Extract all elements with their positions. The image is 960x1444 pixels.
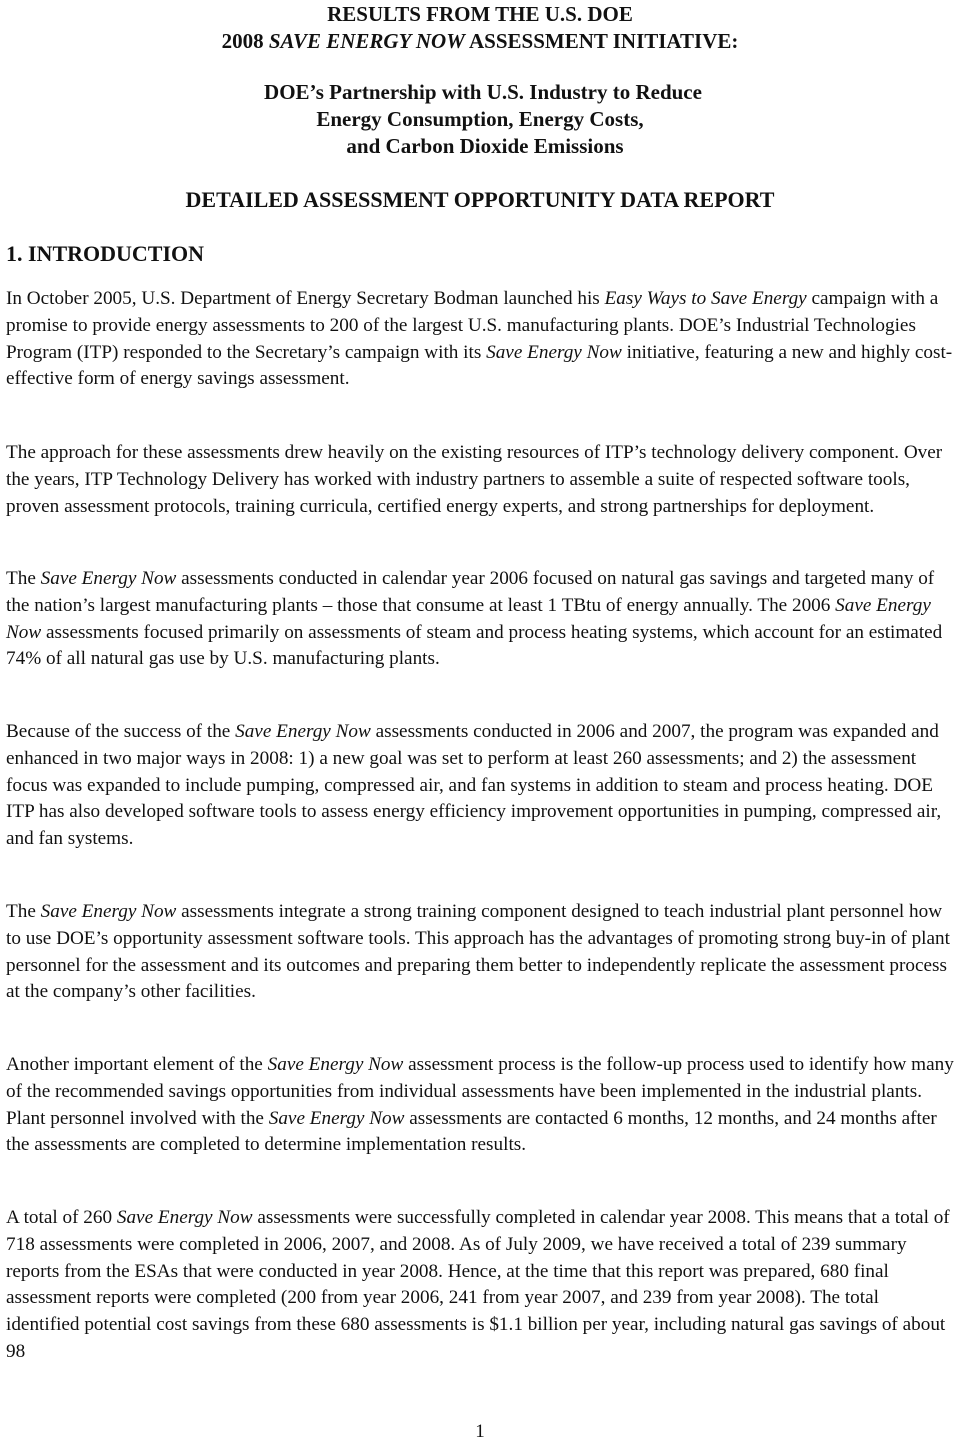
title-program-name: SAVE ENERGY NOW <box>268 29 465 53</box>
report-type-heading: DETAILED ASSESSMENT OPPORTUNITY DATA REPORT <box>185 187 775 212</box>
paragraph-4: Because of the success of the Save Energy Now assessments conducted in 2006 and 2007, the program was expanded and enhanced in two major ways in 2008: 1) a new goal was set to perform at least 260 assessments; and 2) the assessment focus was expanded to include pumping, compressed air, and fan systems in addition to steam and process heating. DOE ITP has also developed software tools to assess energy efficiency improvement opportunities in pumping, compressed air, and fan systems. <box>6 721 942 850</box>
paragraph-6: Another important element of the Save Energy Now assessment process is the follow-up process used to identify how many of the recommended savings opportunities from individual assessments have been implemented in the industrial plants. Plant personnel involved with the Save Energy Now assessments are contacted 6 months, 12 months, and 24 months after the assessments are completed to determine implementation results. <box>6 1054 954 1156</box>
subtitle-line-2: Energy Consumption, Energy Costs, <box>316 107 644 131</box>
page-number: 1 <box>475 1421 485 1442</box>
report-title-line-1: RESULTS FROM THE U.S. DOE <box>327 2 633 26</box>
paragraph-3: The Save Energy Now assessments conducted in calendar year 2006 focused on natural gas savings and targeted many of the nation’s largest manufacturing plants – those that consume at least 1 TBtu of energy annually. The 2006 Save Energy Now assessments focused primarily on assessments of steam and process heating systems, which account for an estimated 74% of all natural gas use by U.S. manufacturing plants. <box>6 568 943 670</box>
subtitle-line-3: and Carbon Dioxide Emissions <box>346 134 624 158</box>
report-title-line-2 <box>0 28 960 55</box>
paragraph-1: In October 2005, U.S. Department of Energy Secretary Bodman launched his Easy Ways to Save Energy campaign with a promise to provide energy assessments to 200 of the largest U.S. manufacturing plants. DOE’s Industrial Technologies Program (ITP) responded to the Secretary’s campaign with its Save Energy Now initiative, featuring a new and highly cost-effective form of energy savings assessment. <box>6 288 953 390</box>
title-initiative: ASSESSMENT INITIATIVE: <box>464 29 739 53</box>
subtitle-line-1: DOE’s Partnership with U.S. Industry to Reduce <box>264 80 702 104</box>
paragraph-5: The Save Energy Now assessments integrate a strong training component designed to teach industrial plant personnel how to use DOE’s opportunity assessment software tools. This approach has the advantages of promoting strong buy-in of plant personnel for the assessment and its outcomes and preparing them better to independently replicate the assessment process at the company’s other facilities. <box>6 901 950 1003</box>
section-heading-introduction: 1. INTRODUCTION <box>6 241 205 266</box>
title-year: 2008 <box>221 29 269 53</box>
report-subtitle <box>0 79 960 160</box>
report-title <box>0 1 960 55</box>
paragraph-7: A total of 260 Save Energy Now assessments were successfully completed in calendar year 2008. This means that a total of 718 assessments were completed in 2006, 2007, and 2008. As of July 2009, we have received a total of 239 summary reports from the ESAs that were conducted in year 2008. Hence, at the time that this report was prepared, 680 final assessment reports were completed (200 from year 2006, 241 from year 2007, and 239 from year 2008). The total identified potential cost savings from these 680 assessments is $1.1 billion per year, including natural gas savings of about 98 <box>6 1207 950 1362</box>
paragraph-2: The approach for these assessments drew heavily on the existing resources of ITP’s technology delivery component. Over the years, ITP Technology Delivery has worked with industry partners to assemble a suite of respected software tools, proven assessment protocols, training curricula, certified energy experts, and strong partnerships for deployment. <box>6 442 943 517</box>
